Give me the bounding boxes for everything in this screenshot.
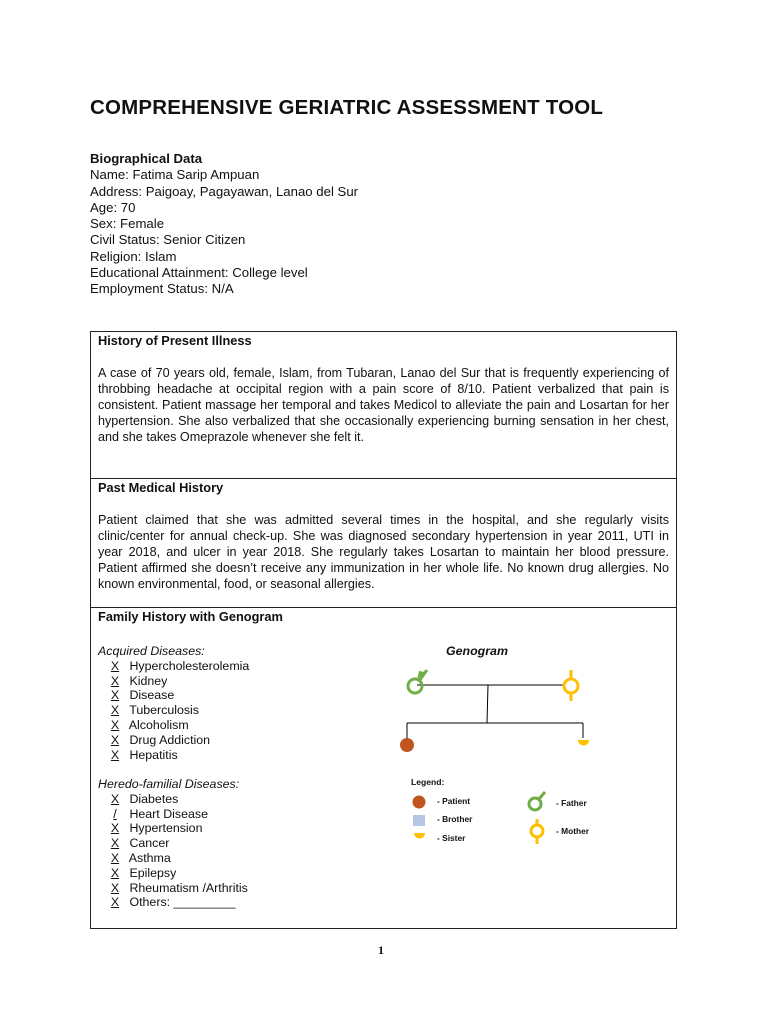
father-symbol <box>408 670 427 693</box>
legend-father-symbol <box>529 792 545 810</box>
checkmark: X <box>110 747 120 762</box>
present-illness-title: History of Present Illness <box>98 333 252 348</box>
bio-sex: Sex: Female <box>90 216 165 232</box>
legend-patient-symbol <box>413 796 426 809</box>
bio-education: Educational Attainment: College level <box>90 265 308 281</box>
legend-brother-label: - Brother <box>437 814 473 824</box>
disease-label: Kidney <box>129 673 168 688</box>
past-history-section <box>90 478 677 608</box>
bio-heading: Biographical Data <box>90 151 203 166</box>
legend-mother-symbol <box>531 819 543 844</box>
genogram-title: Genogram <box>446 644 508 658</box>
disease-label: Diabetes <box>129 791 179 806</box>
acquired-diseases-heading: Acquired Diseases: <box>98 644 205 658</box>
past-history-title: Past Medical History <box>98 480 224 495</box>
checkmark: X <box>110 658 120 673</box>
checkmark: X <box>110 673 120 688</box>
disease-label: Drug Addiction <box>129 732 211 747</box>
family-history-section <box>90 607 677 929</box>
page-number: 1 <box>378 943 384 957</box>
disease-label: Cancer <box>129 836 170 851</box>
disease-label: Disease <box>129 688 175 703</box>
family-history-title: Family History with Genogram <box>98 609 283 624</box>
legend-title: Legend: <box>411 777 445 787</box>
bio-religion: Religion: Islam <box>90 248 177 264</box>
disease-label: Epilepsy <box>129 865 177 880</box>
checkmark: X <box>110 836 120 851</box>
bio-age: Age: 70 <box>90 199 136 215</box>
checkmark: X <box>110 688 120 703</box>
descent-line <box>487 685 488 723</box>
present-illness-section <box>90 331 677 479</box>
checkmark: X <box>110 791 120 806</box>
bio-employment: Employment Status: N/A <box>90 281 234 297</box>
past-history-text: Patient claimed that she was admitted several times in the hospital, and she regularly visits clinic/center for annual check-up. She was diagnosed secondary hypertension in year 2011, UTI in year 2018, and ulcer in year 2018. She regularly takes Losartan to maintain her blood pressure. Patient affirmed she doesn’t receive any immunization in her whole life. No known drug allergies. No known environmental, food, or seasonal allergies. <box>98 513 669 592</box>
checkmark: X <box>110 717 120 732</box>
sister-symbol <box>578 740 589 746</box>
page-title: COMPREHENSIVE GERIATRIC ASSESSMENT TOOL <box>90 96 604 119</box>
legend-patient-label: - Patient <box>437 796 471 806</box>
disease-label: Hepatitis <box>129 747 178 762</box>
bio-address: Address: Paigoay, Pagayawan, Lanao del Sur <box>90 183 359 199</box>
checkmark: X <box>110 865 120 880</box>
disease-label: Heart Disease <box>129 806 208 821</box>
checkmark: X <box>110 703 120 718</box>
mother-symbol <box>564 670 578 701</box>
checkmark: X <box>110 850 120 865</box>
genogram-diagram <box>91 608 676 928</box>
disease-label: Asthma <box>128 850 171 865</box>
disease-label: Alcoholism <box>128 717 189 732</box>
present-illness-text: A case of 70 years old, female, Islam, from Tubaran, Lanao del Sur that is frequently experiencing of throbbing headache at occipital region with a pain score of 8/10. Patient verbalized that pain is consistent. Patient massage her temporal and takes Medicol to alleviate the pain and Losartan for her hypertension. She also verbalized that she occasionally experiencing burning sensation in her chest, and she takes Omeprazole whenever she felt it. <box>98 366 669 445</box>
disease-label: Hypertension <box>129 821 203 836</box>
legend-father-label: - Father <box>556 798 587 808</box>
checkmark: X <box>110 895 120 910</box>
checkmark: X <box>110 880 120 895</box>
biographical-data <box>90 151 358 298</box>
disease-label: Hypercholesterolemia <box>129 658 250 673</box>
disease-label: Others: _________ <box>129 895 236 910</box>
legend-sister-symbol <box>414 833 425 839</box>
heredo-familial-heading: Heredo-familial Diseases: <box>98 777 240 791</box>
legend-mother-label: - Mother <box>556 826 590 836</box>
patient-symbol <box>400 738 414 752</box>
checkmark: X <box>110 821 120 836</box>
legend-sister-label: - Sister <box>437 833 466 843</box>
disease-label: Rheumatism /Arthritis <box>129 880 248 895</box>
legend-brother-symbol <box>413 815 425 826</box>
disease-label: Tuberculosis <box>129 703 200 718</box>
bio-name: Name: Fatima Sarip Ampuan <box>90 167 260 183</box>
bio-civil-status: Civil Status: Senior Citizen <box>90 232 246 248</box>
checkmark: X <box>110 732 120 747</box>
checkmark: / <box>113 806 117 821</box>
